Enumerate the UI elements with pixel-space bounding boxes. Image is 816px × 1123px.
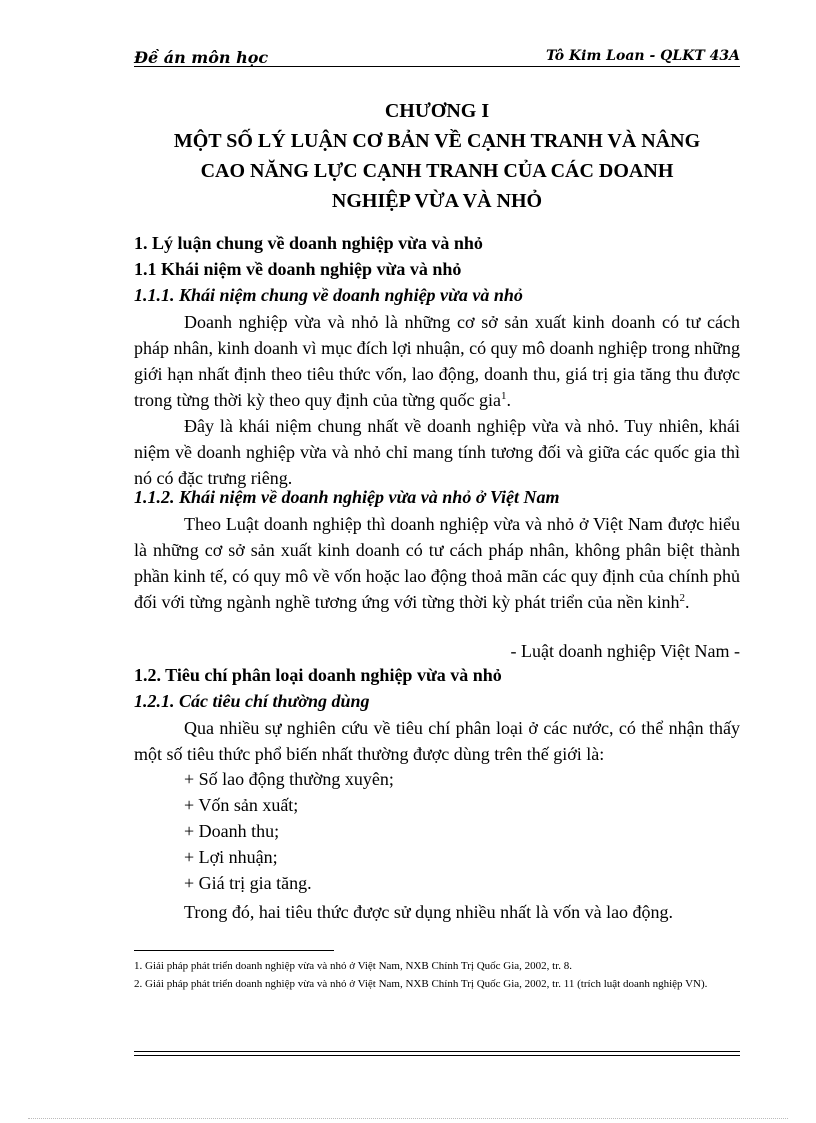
footnote-ref-2: 2 (679, 592, 686, 604)
header-author: Tô Kim Loan - QLKT 43A (545, 48, 740, 64)
paragraph-2: Đây là khái niệm chung nhất về doanh nghiệp vừa và nhỏ. Tuy nhiên, khái niệm về doanh nghiệp vừa và nhỏ chỉ mang tính tương đối và giữa các quốc gia thì nó có đặc trưng riêng. (134, 416, 740, 488)
paragraph-3-text: Theo Luật doanh nghiệp thì doanh nghiệp vừa và nhỏ ở Việt Nam được hiểu là những cơ sở sản xuất kinh doanh có tư cách pháp nhân, không phân biệt thành phần kinh tế, có quy mô về vốn hoặc lao động thoả mãn các quy định của chính phủ đối với từng ngành nghề tương ứng với từng thời kỳ phát triển của nền kinh (134, 514, 740, 612)
footnote-2: 2. Giải pháp phát triển doanh nghiệp vừa và nhỏ ở Việt Nam, NXB Chính Trị Quốc Gia, 2002, tr. 11 (trích luật doanh nghiệp VN). (134, 978, 708, 990)
chapter-title-line-3: NGHIỆP VỪA VÀ NHỎ (331, 190, 543, 212)
citation: - Luật doanh nghiệp Việt Nam - (510, 641, 740, 661)
chapter-title-line-1: MỘT SỐ LÝ LUẬN CƠ BẢN VỀ CẠNH TRANH VÀ NÂNG (173, 130, 701, 152)
heading-section-1-1-2: 1.1.2. Khái niệm về doanh nghiệp vừa và nhỏ ở Việt Nam (134, 487, 560, 507)
heading-section-1-1-1: 1.1.1. Khái niệm chung về doanh nghiệp vừa và nhỏ (134, 285, 523, 305)
paragraph-4: Qua nhiều sự nghiên cứu về tiêu chí phân loại ở các nước, có thể nhận thấy một số tiêu thức phổ biến nhất thường được dùng trên thế giới là: (134, 718, 740, 764)
list-item: + Doanh thu; (184, 821, 280, 841)
footnote-divider (134, 950, 334, 951)
paragraph-3-end: . (685, 592, 690, 612)
footer-divider-bottom (134, 1055, 740, 1056)
heading-section-1: 1. Lý luận chung về doanh nghiệp vừa và nhỏ (134, 233, 483, 253)
chapter-title-line-2: CAO NĂNG LỰC CẠNH TRANH CỦA CÁC DOANH (200, 160, 674, 182)
heading-section-1-2: 1.2. Tiêu chí phân loại doanh nghiệp vừa và nhỏ (134, 665, 502, 685)
list-item: + Số lao động thường xuyên; (184, 769, 394, 789)
paragraph-5: Trong đó, hai tiêu thức được sử dụng nhiều nhất là vốn và lao động. (184, 902, 674, 922)
heading-section-1-1: 1.1 Khái niệm về doanh nghiệp vừa và nhỏ (134, 259, 462, 279)
header-divider (134, 66, 740, 67)
footer-divider-top (134, 1051, 740, 1052)
list-item: + Lợi nhuận; (184, 847, 278, 867)
list-item: + Giá trị gia tăng. (184, 873, 312, 893)
page-edge-dotted-line (28, 1118, 788, 1119)
footnote-ref-1: 1 (500, 390, 507, 402)
header-course-title: Đề án môn học (134, 48, 269, 67)
chapter-title (134, 96, 740, 216)
chapter-label: CHƯƠNG I (384, 100, 490, 122)
paragraph-1-text: Doanh nghiệp vừa và nhỏ là những cơ sở sản xuất kinh doanh có tư cách pháp nhân, kinh doanh vì mục đích lợi nhuận, có quy mô doanh nghiệp trong những giới hạn nhất định theo tiêu thức vốn, lao động, doanh thu, giá trị gia tăng thu được trong từng thời kỳ theo quy định của từng quốc gia (134, 312, 740, 410)
footnote-1: 1. Giải pháp phát triển doanh nghiệp vừa và nhỏ ở Việt Nam, NXB Chính Trị Quốc Gia, 2002, tr. 8. (134, 960, 573, 972)
list-item: + Vốn sản xuất; (184, 795, 299, 815)
paragraph-1-end: . (506, 390, 511, 410)
heading-section-1-2-1: 1.2.1. Các tiêu chí thường dùng (134, 691, 370, 711)
paragraph-3 (134, 511, 740, 615)
paragraph-1 (134, 309, 740, 413)
